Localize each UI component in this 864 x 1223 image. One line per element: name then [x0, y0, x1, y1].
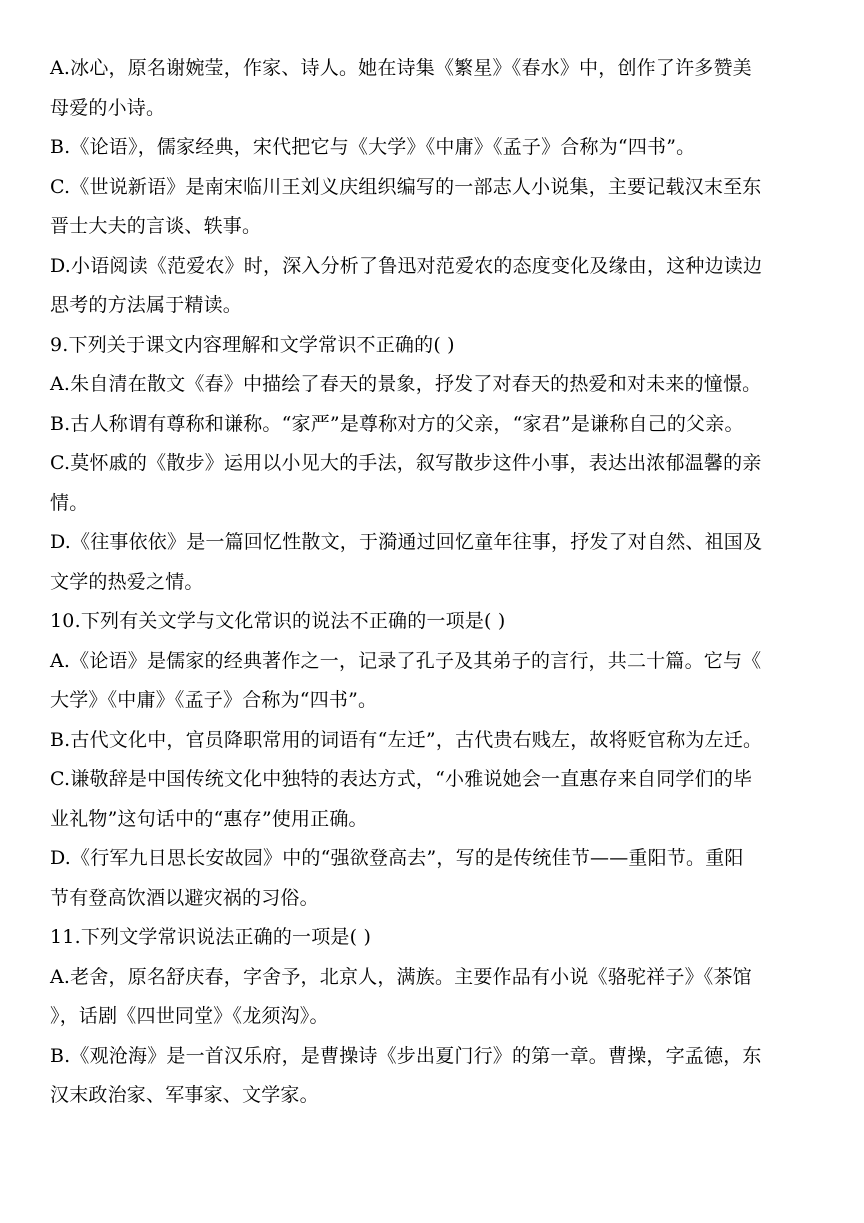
text-line: A.老舍，原名舒庆春，字舍予，北京人，满族。主要作品有小说《骆驼祥子》《茶馆 [50, 965, 752, 988]
question-10-stem: 10.下列有关文学与文化常识的说法不正确的一项是( ) [50, 610, 506, 632]
text-line: B.《论语》，儒家经典，宋代把它与《大学》《中庸》《孟子》合称为“四书”。 [50, 136, 696, 158]
text-line: A.《论语》是儒家的经典著作之一，记录了孔子及其弟子的言行，共二十篇。它与《 [50, 649, 762, 672]
text-line: 文学的热爱之情。 [50, 570, 204, 593]
text-line: C.《世说新语》是南宋临川王刘义庆组织编写的一部志人小说集，主要记载汉末至东 [50, 175, 762, 198]
text-line: 晋士大夫的言谈、轶事。 [50, 215, 262, 237]
text-line: 节有登高饮酒以避灾祸的习俗。 [50, 886, 319, 909]
text-line: C.谦敬辞是中国传统文化中独特的表达方式，“小雅说她会一直惠存来自同学们的毕 [50, 768, 753, 790]
text-line: B.《观沧海》是一首汉乐府，是曹操诗《步出夏门行》的第一章。曹操，字孟德，东 [50, 1044, 762, 1067]
text-line: D.《行军九日思长安故园》中的“强欲登高去”，写的是传统佳节——重阳节。重阳 [50, 847, 744, 869]
text-line: A.朱自清在散文《春》中描绘了春天的景象，抒发了对春天的热爱和对未来的憧憬。 [50, 373, 762, 395]
text-line: 母爱的小诗。 [50, 96, 166, 119]
text-line: C.莫怀戚的《散步》运用以小见大的手法，叙写散步这件小事，表达出浓郁温馨的亲 [50, 452, 762, 474]
question-11-stem: 11.下列文学常识说法正确的一项是( ) [50, 926, 372, 948]
text-line: 大学》《中庸》《孟子》合称为“四书”。 [50, 689, 378, 711]
text-line: B.古人称谓有尊称和谦称。“家严”是尊称对方的父亲，“家君”是谦称自己的父亲。 [50, 412, 744, 435]
text-line: 汉末政治家、军事家、文学家。 [50, 1084, 319, 1106]
text-line: 思考的方法属于精读。 [50, 294, 243, 316]
text-line: A.冰心，原名谢婉莹，作家、诗人。她在诗集《繁星》《春水》中，创作了许多赞美 [50, 57, 752, 79]
text-line: B.古代文化中，官员降职常用的词语有“左迁”，古代贵右贱左，故将贬官称为左迁。 [50, 728, 763, 751]
document-page [50, 49, 840, 1116]
question-9-stem: 9.下列关于课文内容理解和文学常识不正确的( ) [50, 333, 455, 356]
text-line: 业礼物”这句话中的“惠存”使用正确。 [50, 807, 368, 830]
text-line: 》，话剧《四世同堂》《龙须沟》。 [50, 1005, 329, 1027]
text-line: D.小语阅读《范爱农》时，深入分析了鲁迅对范爱农的态度变化及缘由，这种边读边 [50, 254, 763, 277]
text-line: 情。 [50, 491, 89, 514]
text-line: D.《往事依依》是一篇回忆性散文，于漪通过回忆童年往事，抒发了对自然、祖国及 [50, 531, 763, 553]
